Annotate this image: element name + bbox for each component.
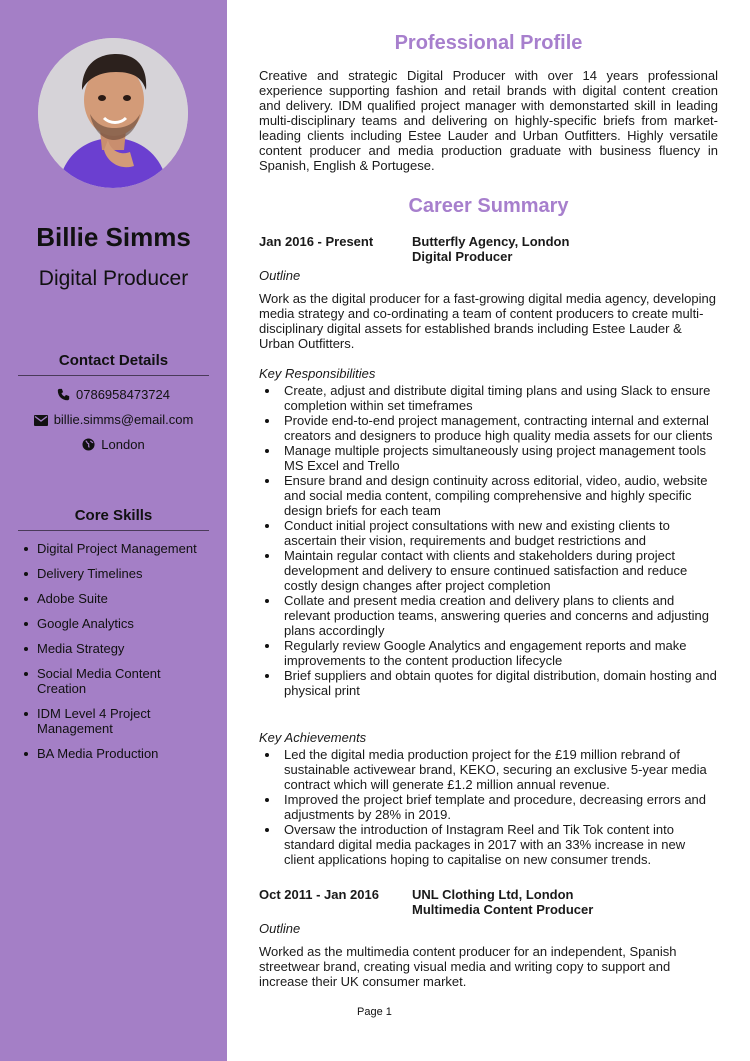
skill-item: BA Media Production: [22, 746, 212, 761]
sidebar: [0, 0, 227, 1061]
location: London: [101, 437, 145, 452]
page-number: Page 1: [357, 1006, 392, 1018]
profile-text: Creative and strategic Digital Producer with over 14 years professional experience supporting fashion and retail brands with digital content creation and delivery. IDM qualified project manager with demonstarted skill in leading multi-disciplinary teams and delivering on highly-specific briefs from market-leading clients including Estee Lauder and Urban Outfitters. Highly versatile content producer and media production graduate with business fluency in Spanish, English & Portugese.: [259, 68, 718, 173]
skill-item: IDM Level 4 Project Management: [22, 706, 212, 736]
job-outline: Work as the digital producer for a fast-growing digital media agency, developing media strategy and co-ordinating a team of content producers to create multi-disciplinary digital assets for established brands including Estee Lauder & Urban Outfitters.: [259, 291, 716, 351]
skill-item: Media Strategy: [22, 641, 212, 656]
email-address: billie.simms@email.com: [53, 412, 194, 427]
job-outline: Worked as the multimedia content producer for an independent, Spanish streetwear brand, creating visual media and writing copy to support and increase their UK consumer market.: [259, 944, 677, 989]
skill-item: Adobe Suite: [22, 591, 212, 606]
list-item: Oversaw the introduction of Instagram Reel and Tik Tok content into standard digital media packages in 2017 with an 33% increase in new client applications hoping to capitalise on new consumer trends.: [259, 822, 718, 867]
contact-phone: [0, 387, 227, 404]
person-portrait-image: [38, 38, 188, 188]
list-item: Create, adjust and distribute digital timing plans and using Slack to ensure completion within set timeframes: [259, 383, 718, 413]
responsibilities-list: [259, 383, 718, 698]
job-title: Multimedia Content Producer: [412, 902, 594, 917]
job-header: [412, 887, 593, 917]
profile-heading: Professional Profile: [394, 32, 583, 54]
phone-icon: [57, 388, 70, 404]
list-item: Led the digital media production project for the £19 million rebrand of sustainable activewear brand, KEKO, securing an exclusive 5-year media contract which will generate £1.2 million annual revenue.: [259, 747, 718, 792]
skill-item: Digital Project Management: [22, 541, 212, 556]
list-item: Ensure brand and design continuity across editorial, video, audio, website and social media content, compiling comprehensive and highly specific design briefs for each team: [259, 473, 718, 518]
job-company: Butterfly Agency, London: [412, 234, 570, 249]
phone-number: 0786958473724: [76, 387, 170, 402]
envelope-icon: [34, 414, 48, 429]
core-skills-heading: Core Skills: [18, 507, 209, 531]
candidate-name: Billie Simms: [36, 222, 191, 252]
outline-label: Outline: [259, 921, 301, 936]
skills-list: [22, 541, 212, 771]
list-item: Collate and present media creation and delivery plans to clients and relevant production teams, answering queries and concerns and adjusting plans accordingly: [259, 593, 718, 638]
job-dates: Jan 2016 - Present: [259, 234, 374, 249]
contact-details-heading: Contact Details: [18, 352, 209, 376]
contact-email: [0, 412, 227, 429]
achievements-list: [259, 747, 718, 867]
list-item: Conduct initial project consultations with new and existing clients to ascertain their vision, requirements and budget restrictions and: [259, 518, 718, 548]
skill-item: Delivery Timelines: [22, 566, 212, 581]
skill-item: Google Analytics: [22, 616, 212, 631]
skill-item: Social Media Content Creation: [22, 666, 212, 696]
job-title: Digital Producer: [412, 249, 513, 264]
job-dates: Oct 2011 - Jan 2016: [259, 887, 379, 902]
list-item: Maintain regular contact with clients and stakeholders during project development and delivery to ensure continued satisfaction and reduce costly design changes after project completion: [259, 548, 718, 593]
outline-label: Outline: [259, 268, 301, 283]
profile-photo: [38, 38, 188, 188]
contact-location: [0, 437, 227, 454]
candidate-role: Digital Producer: [38, 267, 189, 290]
list-item: Manage multiple projects simultaneously using project management tools MS Excel and Trello: [259, 443, 718, 473]
list-item: Brief suppliers and obtain quotes for digital distribution, domain hosting and physical print: [259, 668, 718, 698]
globe-icon: [82, 438, 95, 454]
job-company: UNL Clothing Ltd, London: [412, 887, 574, 902]
career-heading: Career Summary: [408, 195, 569, 217]
list-item: Regularly review Google Analytics and engagement reports and make improvements to the content production lifecycle: [259, 638, 718, 668]
responsibilities-label: Key Responsibilities: [259, 366, 376, 381]
job-header: [412, 234, 569, 264]
list-item: Improved the project brief template and procedure, decreasing errors and adjustments by 28% in 2019.: [259, 792, 718, 822]
list-item: Provide end-to-end project management, contracting internal and external creators and designers to produce high quality media assets for our clients: [259, 413, 718, 443]
achievements-label: Key Achievements: [259, 730, 367, 745]
